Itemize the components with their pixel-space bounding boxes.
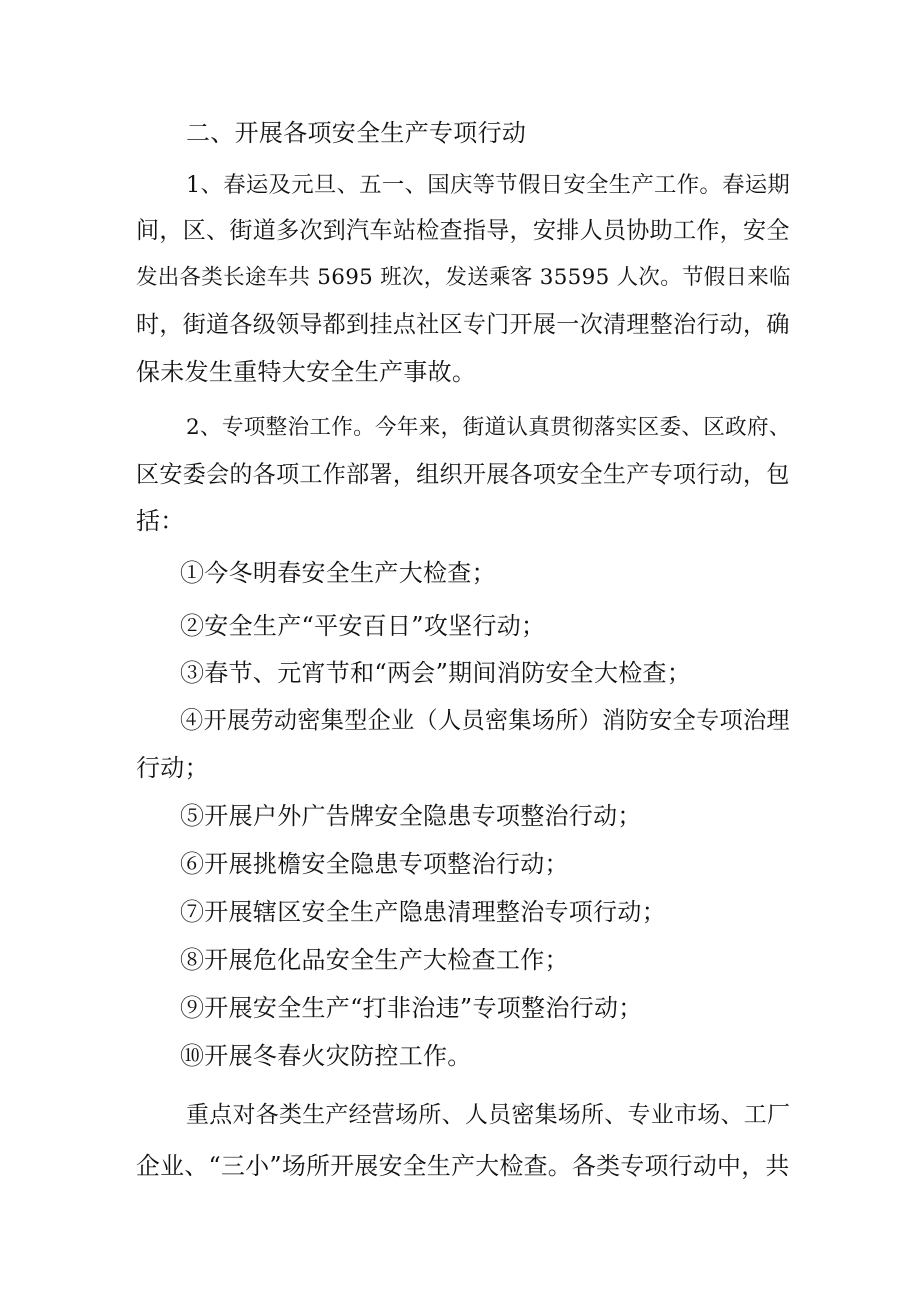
list-item: ⑨开展安全生产“打非治违”专项整治行动； (180, 994, 643, 1022)
paragraph-line: 时，街道各级领导都到挂点社区专门开展一次清理整治行动，确 (136, 312, 790, 338)
paragraph-line: 发出各类长途车共 5695 班次，发送乘客 35595 人次。节假日来临 (136, 265, 791, 290)
list-item: ⑦开展辖区安全生产隐患清理整治专项行动； (180, 898, 666, 926)
list-item: 行动； (136, 754, 209, 782)
list-item: ⑧开展危化品安全生产大检查工作； (180, 946, 569, 974)
list-item: ②安全生产“平安百日”攻坚行动； (180, 612, 546, 640)
paragraph-line: 企业、“三小”场所开展安全生产大检查。各类专项行动中，共 (136, 1152, 790, 1180)
list-item: ⑤开展户外广告牌安全隐患专项整治行动； (180, 802, 642, 830)
paragraph-line: 2、专项整治工作。今年来，街道认真贯彻落实区委、区政府、 (186, 415, 791, 440)
paragraph-line: 括： (136, 507, 185, 535)
section-heading: 二、开展各项安全生产专项行动 (186, 119, 527, 147)
list-item: ③春节、元宵节和“两会”期间消防安全大检查； (180, 659, 692, 687)
paragraph-line: 间，区、街道多次到汽车站检查指导，安排人员协助工作，安全 (136, 218, 790, 244)
paragraph-line: 保未发生重特大安全生产事故。 (136, 358, 477, 386)
list-item: ①今冬明春安全生产大检查； (180, 559, 496, 587)
list-item: ④开展劳动密集型企业（人员密集场所）消防安全专项治理 (180, 707, 790, 734)
paragraph-line: 区安委会的各项工作部署，组织开展各项安全生产专项行动，包 (136, 462, 790, 488)
paragraph-line: 1、春运及元旦、五一、国庆等节假日安全生产工作。春运期 (186, 172, 791, 198)
paragraph-line: 重点对各类生产经营场所、人员密集场所、专业市场、工厂 (186, 1102, 791, 1128)
list-item: ⑥开展挑檐安全隐患专项整治行动； (180, 850, 569, 878)
list-item: ⑩开展冬春火灾防控工作。 (180, 1042, 472, 1070)
